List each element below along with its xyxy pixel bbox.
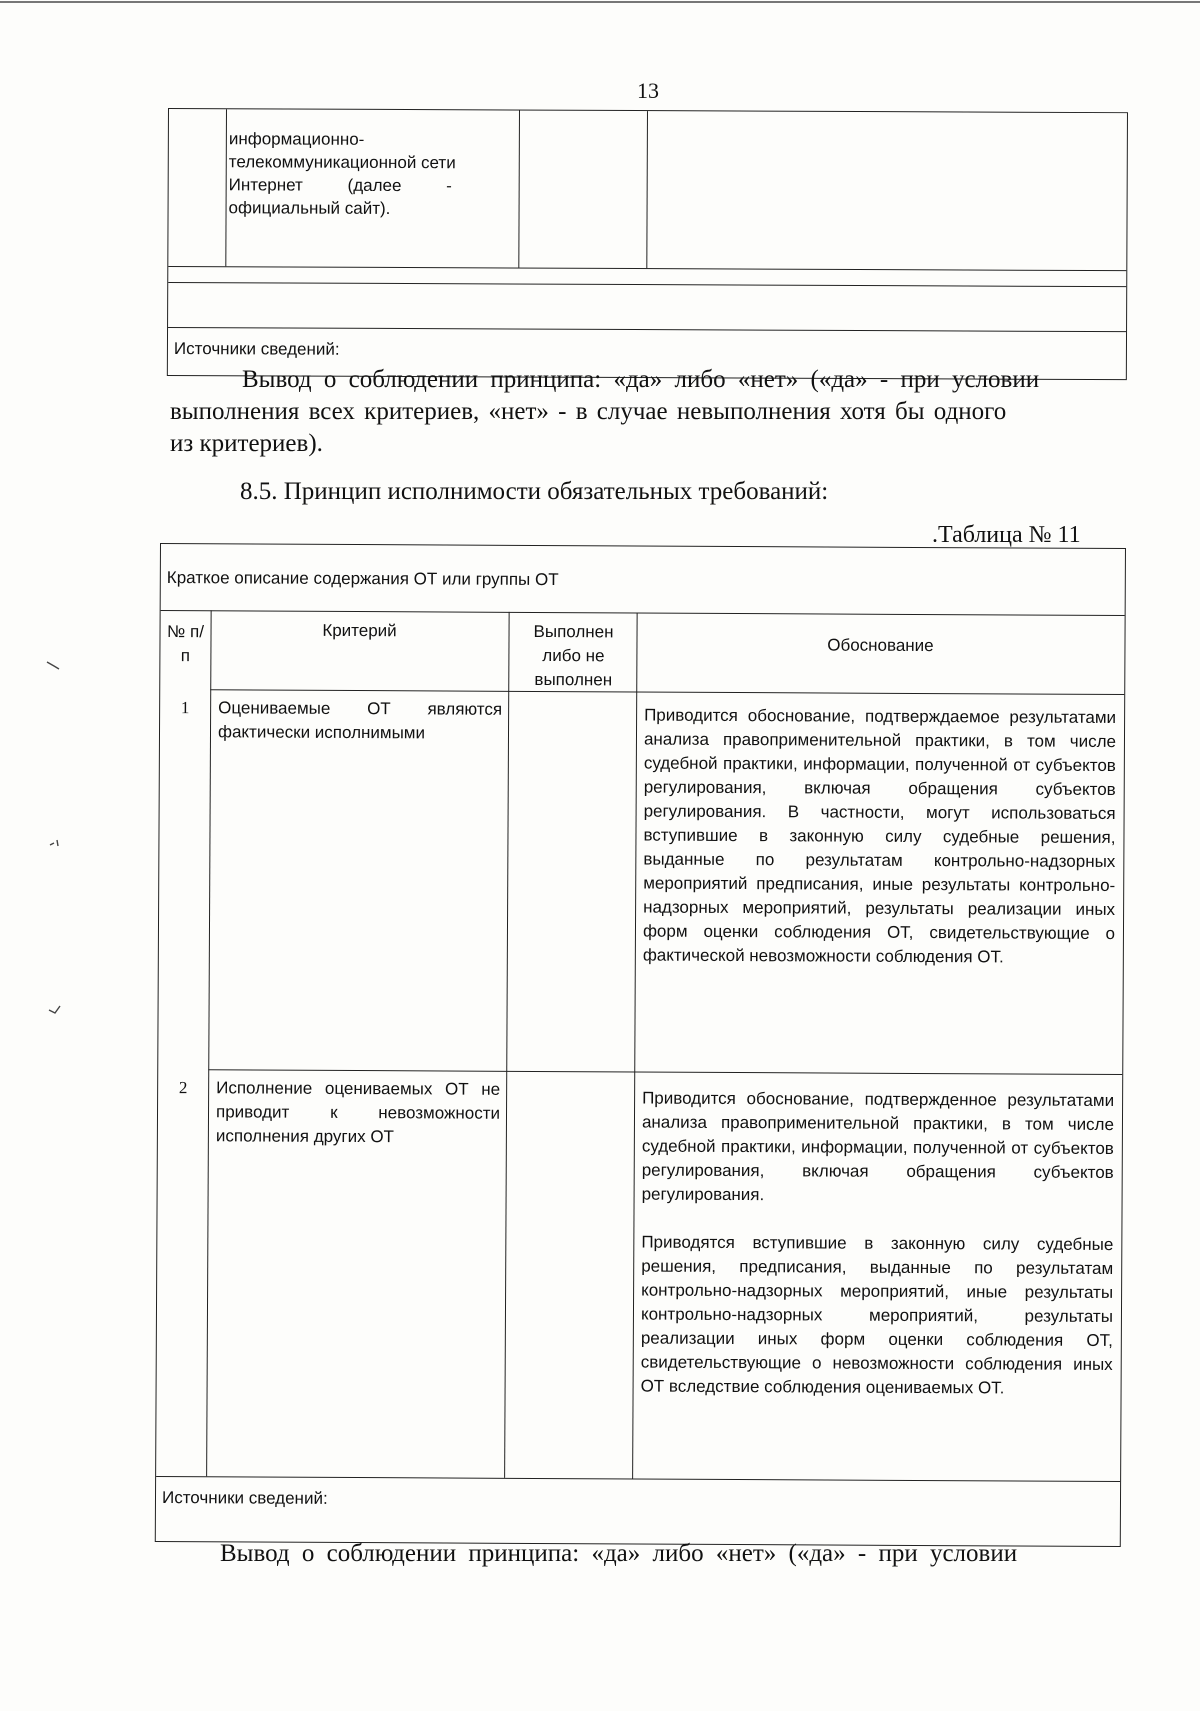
row-justification-part1: Приводится обоснование, подтвержденное результатами анализа правоприменительной практики, в том числе судебной практики, информации, полученной от субъектов регулирования, включая обращения субъектов регулирования.	[641, 1088, 1115, 1205]
page-number: 13	[637, 78, 659, 103]
line-text: выполнения всех критериев, «нет» - в случае невыполнения хотя бы одного	[170, 398, 1007, 425]
row-divider	[210, 689, 1124, 695]
row-justification-part2: Приводятся вступившие в законную силу судебные решения, предписания, выданные по результатам контрольно-надзорных мероприятий, иные результаты контрольно-надзорных мероприятий, результаты реализации иных форм оценки соблюдения ОТ, свидетельствующие о невозможности соблюдения иных ОТ вследствие соблюдения оцениваемых ОТ.	[640, 1232, 1114, 1398]
scan-speck-mark	[48, 1005, 62, 1015]
row-divider	[208, 1069, 1122, 1075]
sources-label: Источники сведений:	[173, 339, 340, 359]
row-divider	[161, 610, 1125, 616]
conclusion-paragraph	[170, 364, 1112, 460]
scan-speck-mark	[48, 838, 62, 848]
line-text: Вывод о соблюдении принципа: «да» либо «нет» («да» - при условии	[242, 366, 1040, 393]
paragraph-line	[220, 1538, 1100, 1570]
criterion-line: информационно-	[228, 129, 365, 149]
criterion-line: Интернет (далее -	[228, 175, 452, 196]
header-criterion: Критерий	[322, 620, 397, 641]
row-number: 2	[178, 1078, 188, 1098]
column-divider	[504, 612, 510, 1478]
previous-criterion-text	[229, 127, 519, 220]
table-title: Краткое описание содержания ОТ или группы ОТ	[166, 568, 559, 590]
table-number-label: .Таблица № 11	[932, 522, 1081, 548]
table-11	[155, 543, 1126, 1547]
criterion-line: официальный сайт).	[228, 198, 391, 218]
paragraph-line	[170, 364, 1112, 396]
row-number: 1	[180, 698, 190, 718]
column-divider	[225, 109, 227, 266]
row-criterion: Исполнение оцениваемых ОТ не приводит к невозможности исполнения других ОТ	[215, 1078, 501, 1147]
header-status: Выполнен либо не выполнен	[533, 621, 614, 690]
criterion-line: телекоммуникационной сети	[228, 152, 456, 173]
column-divider	[632, 612, 638, 1478]
section-heading: 8.5. Принцип исполнимости обязательных требований:	[240, 478, 829, 505]
row-divider	[168, 282, 1126, 287]
conclusion-paragraph-2	[220, 1538, 1100, 1570]
sources-label: Источники сведений:	[161, 1488, 328, 1508]
line-text: Вывод о соблюдении принципа: «да» либо «нет» («да» - при условии	[220, 1540, 1018, 1567]
previous-table-fragment	[167, 108, 1128, 380]
header-number: № п/п	[167, 622, 205, 666]
paragraph-line	[170, 396, 1112, 428]
row-divider	[156, 1476, 1120, 1482]
row-criterion: Оцениваемые ОТ являются фактически исполнимыми	[217, 698, 503, 743]
paragraph-line: из критериев).	[170, 430, 323, 457]
scan-speck-mark	[46, 660, 60, 670]
top-edge-rule	[0, 1, 1200, 3]
column-divider	[206, 610, 212, 1476]
column-divider	[646, 111, 648, 268]
header-justification: Обоснование	[827, 635, 934, 656]
row-justification: Приводится обоснование, подтверждаемое результатами анализа правоприменительной практики, в том числе судебной практики, информации, полученной от субъектов регулирования, включая обращения субъектов регулирования. В частности, могут использоваться вступившие в законную силу судебные решения, выданные по результатам контрольно-надзорных мероприятий предписания, иные результаты контрольно-надзорных мероприятий, результаты реализации иных форм оценки соблюдения ОТ, свидетельствующие о фактической невозможности соблюдения ОТ.	[642, 705, 1117, 967]
